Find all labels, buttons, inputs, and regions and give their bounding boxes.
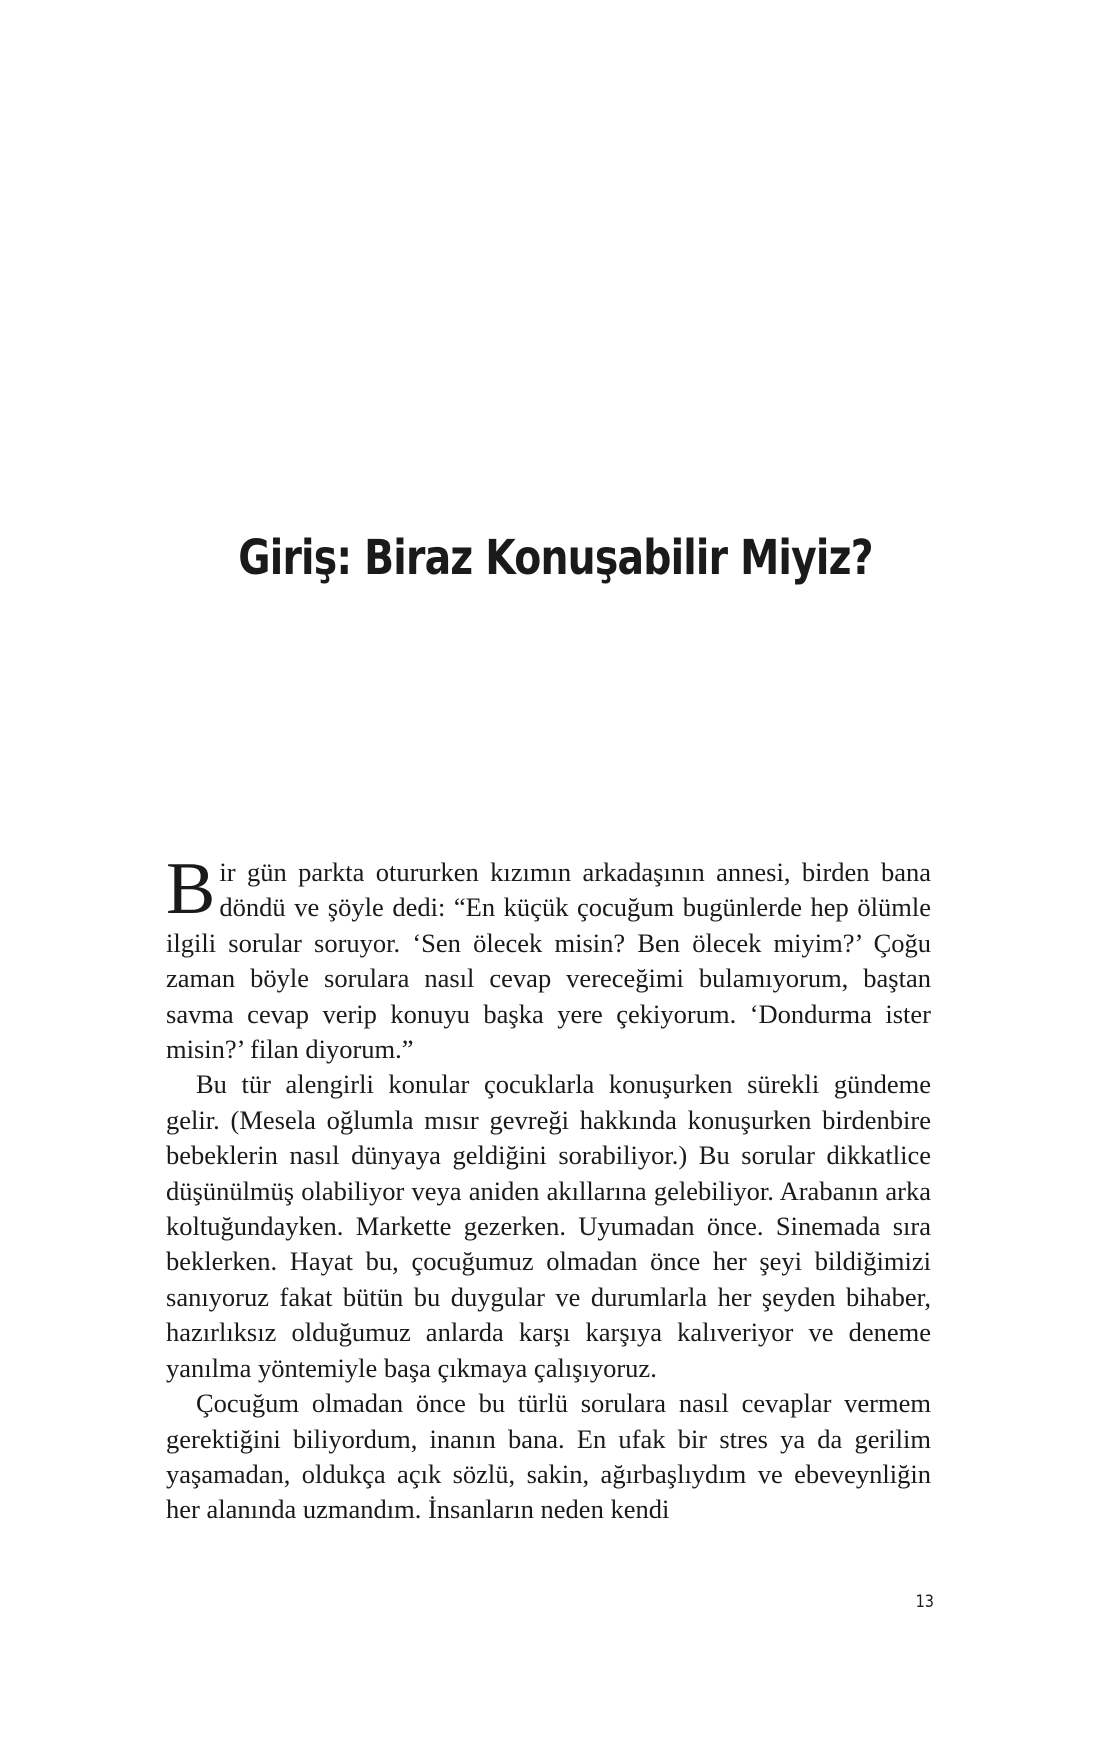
chapter-title: Giriş: Biraz Konuşabilir Miyiz? (238, 530, 873, 586)
drop-cap: B (166, 848, 216, 930)
body-text (166, 848, 931, 1528)
page-number: 13 (915, 1592, 934, 1612)
paragraph-3: Çocuğum olmadan önce bu türlü sorulara nasıl cevaplar vermem gerektiğini biliyordum, inanın bana. En ufak bir stres ya da gerilim yaşamadan, oldukça açık sözlü, sakin, ağırbaşlıydım ve ebeveynliğin her alanında uzmandım. İnsanların neden kendi (166, 1388, 931, 1525)
paragraph-1 (166, 848, 931, 1067)
paragraph-2: Bu tür alengirli konular çocuklarla konuşurken sürekli gündeme gelir. (Mesela oğlumla mısır gevreği hakkında konuşurken birdenbire bebeklerin nasıl dünyaya geldiğini sorabiliyor.) Bu sorular dikkatlice düşünülmüş olabiliyor veya aniden akıllarına gelebiliyor. Arabanın arka koltuğundayken. Markette gezerken. Uyumadan önce. Sinemada sıra beklerken. Hayat bu, çocuğumuz olmadan önce her şeyi bildiğimizi sanıyoruz fakat bütün bu duygular ve durumlarla her şeyden bihaber, hazırlıksız olduğumuz anlarda karşı karşıya kalıveriyor ve deneme yanılma yöntemiyle başa çıkmaya çalışıyoruz. (166, 1069, 931, 1383)
paragraph-1-text: ir gün parkta otururken kızımın arkadaşının annesi, birden bana döndü ve şöyle dedi: “En küçük çocuğum bugünlerde hep ölümle ilgili sorular soruyor. ‘Sen ölecek misin? Ben ölecek miyim?’ Çoğu zaman böyle sorulara nasıl cevap vereceğimi bulamıyorum, baştan savma cevap verip konuyu başka yere çekiyorum. ‘Dondurma ister misin?’ filan diyorum.” (166, 857, 931, 1065)
